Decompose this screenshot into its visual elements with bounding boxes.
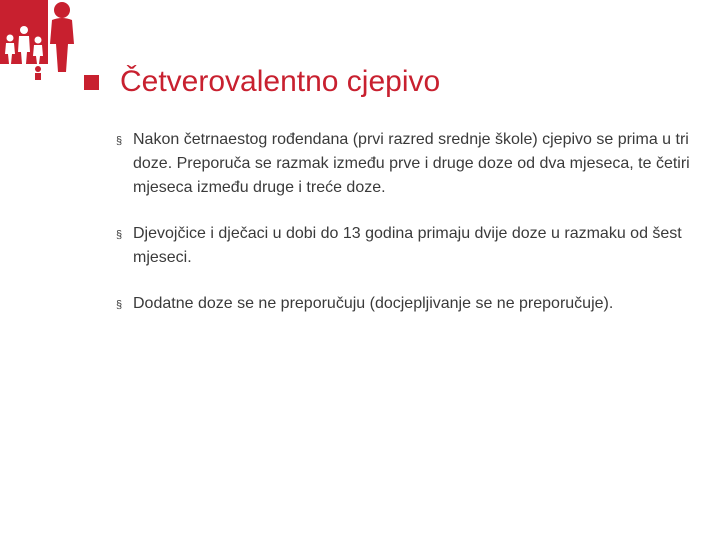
bullet-list xyxy=(114,128,694,338)
slide-title: Četverovalentno cjepivo xyxy=(120,65,441,98)
bullet-text: Djevojčice i dječaci u dobi do 13 godina primaju dvije doze u razmaku od šest mjeseci. xyxy=(133,225,682,266)
bullet-item xyxy=(114,222,694,270)
bullet-text: Dodatne doze se ne preporučuju (docjepljivanje se ne preporučuje). xyxy=(133,295,614,312)
bullet-marker: § xyxy=(116,135,123,147)
bullet-item xyxy=(114,128,694,200)
bullet-item xyxy=(114,292,694,316)
family-silhouette-icon xyxy=(0,0,80,80)
title-accent-square xyxy=(84,75,99,90)
bullet-text: Nakon četrnaestog rođendana (prvi razred srednje škole) cjepivo se prima u tri doze. Preporuča se razmak između prve i druge doze od dva mjeseca, te četiri mjeseca između druge i treće doze. xyxy=(133,131,690,196)
bullet-marker: § xyxy=(116,299,123,311)
bullet-marker: § xyxy=(116,229,123,241)
